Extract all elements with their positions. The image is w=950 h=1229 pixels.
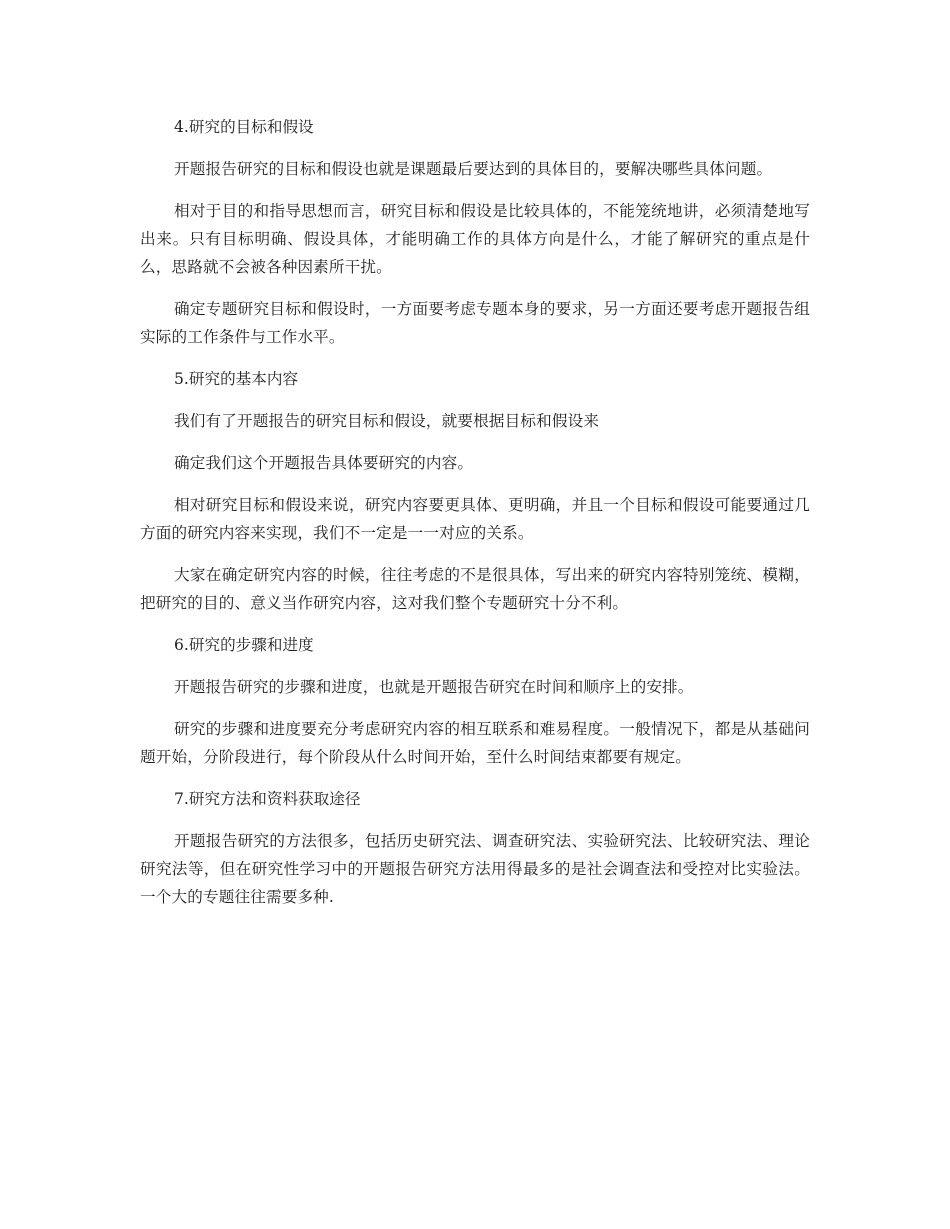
paragraph: 相对于目的和指导思想而言，研究目标和假设是比较具体的，不能笼统地讲，必须清楚地写出来。只有目标明确、假设具体，才能明确工作的具体方向是什么，才能了解研究的重点是什么，思路就不会被各种因素所干扰。 — [140, 202, 810, 276]
section-heading-5: 5.研究的基本内容 — [174, 370, 299, 388]
paragraph: 确定专题研究目标和假设时，一方面要考虑专题本身的要求，另一方面还要考虑开题报告组实际的工作条件与工作水平。 — [140, 300, 810, 346]
paragraph: 开题报告研究的方法很多，包括历史研究法、调查研究法、实验研究法、比较研究法、理论研究法等，但在研究性学习中的开题报告研究方法用得最多的是社会调查法和受控对比实验法。一个大的专题往往需要多种. — [140, 832, 810, 906]
paragraph: 大家在确定研究内容的时候，往往考虑的不是很具体，写出来的研究内容特别笼统、模糊，把研究的目的、意义当作研究内容，这对我们整个专题研究十分不利。 — [140, 566, 810, 612]
section-heading-4: 4.研究的目标和假设 — [174, 118, 314, 136]
paragraph: 开题报告研究的目标和假设也就是课题最后要达到的具体目的，要解决哪些具体问题。 — [174, 160, 773, 178]
section-heading-7: 7.研究方法和资料获取途径 — [174, 790, 361, 808]
paragraph: 研究的步骤和进度要充分考虑研究内容的相互联系和难易程度。一般情况下，都是从基础问题开始，分阶段进行，每个阶段从什么时间开始，至什么时间结束都要有规定。 — [140, 720, 810, 766]
paragraph: 我们有了开题报告的研究目标和假设，就要根据目标和假设来 — [174, 412, 600, 430]
paragraph: 开题报告研究的步骤和进度，也就是开题报告研究在时间和顺序上的安排。 — [174, 678, 694, 696]
paragraph: 确定我们这个开题报告具体要研究的内容。 — [174, 454, 474, 472]
paragraph: 相对研究目标和假设来说，研究内容要更具体、更明确，并且一个目标和假设可能要通过几方面的研究内容来实现，我们不一定是一一对应的关系。 — [140, 496, 810, 542]
section-heading-6: 6.研究的步骤和进度 — [174, 636, 314, 654]
